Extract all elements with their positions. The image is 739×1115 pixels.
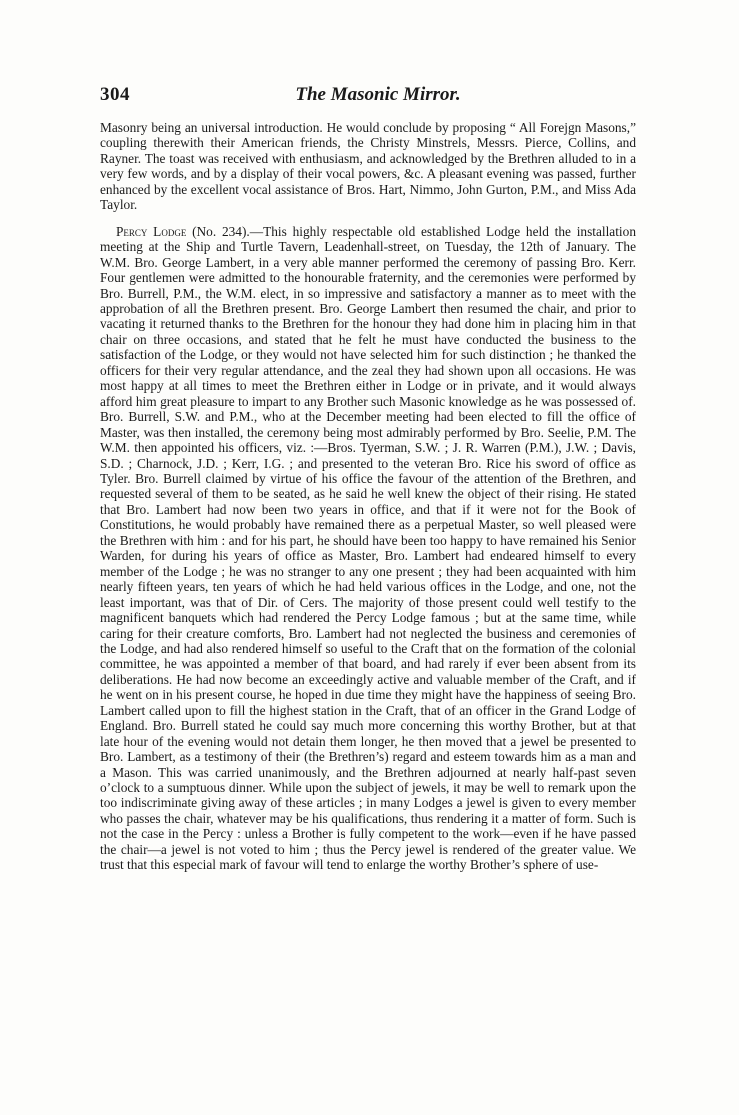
page-number: 304 (100, 84, 130, 105)
running-title: The Masonic Mirror. (295, 84, 461, 105)
article-body (100, 120, 636, 873)
page-header (100, 84, 656, 108)
lodge-heading: Percy Lodge (116, 223, 187, 239)
paragraph-percy-lodge (100, 224, 636, 873)
paragraph-text: (No. 234).—This highly respectable old established Lodge held the installation meeting at the Ship and Turtle Tavern, Leadenhall-street, on Tuesday, the 12th of January. The W.M. Bro. George Lambert, in a very able manner performed the ceremony of passing Bro. Kerr. Four gentlemen were admitted to the honourable fraternity, and the ceremonies were performed by Bro. Burrell, P.M., the W.M. elect, in so impressive and satisfactory a manner as to meet with the approbation of all the Brethren present. Bro. George Lambert then resumed the chair, and prior to vacating it returned thanks to the Brethren for the honour they had done him in placing him in that chair on three occasions, and stated that he felt he must have conducted the business to the satisfaction of the Lodge, or they would not have selected him for such distinction ; he thanked the officers for their very regular attendance, and the zeal they had shown upon all occasions. He was most happy at all times to meet the Brethren either in Lodge or in private, and it would always afford him great pleasure to impart to any Brother such Masonic knowledge as he was possessed of. Bro. Burrell, S.W. and P.M., who at the December meeting had been elected to fill the office of Master, was then installed, the ceremony being most admirably performed by Bro. Seelie, P.M. The W.M. then appointed his officers, viz. :—Bros. Tyerman, S.W. ; J. R. Warren (P.M.), J.W. ; Davis, S.D. ; Charnock, J.D. ; Kerr, I.G. ; and presented to the veteran Bro. Rice his sword of office as Tyler. Bro. Burrell claimed by virtue of his office the favour of the attention of the Brethren, and requested several of them to be seated, as he said he well knew the object of their rising. He stated that Bro. Lambert had now been two years in office, and that if it were not for the Book of Constitutions, he would probably have remained there as a perpetual Master, so well pleased were the Brethren with him : and for his part, he should have been too happy to have remained his Senior Warden, for during his years of office as Master, Bro. Lambert had endeared himself to every member of the Lodge ; he was no stranger to any one present ; they had been acquainted with him nearly fifteen years, ten years of which he had held various offices in the Lodge, and one, not the least important, was that of Dir. of Cers. The majority of those present could well testify to the magnificent banquets which had rendered the Percy Lodge famous ; but at the same time, while caring for their creature comforts, Bro. Lambert had not neglected the business and ceremonies of the Lodge, and had also rendered himself so useful to the Craft that on the formation of the colonial committee, he was appointed a member of that board, and had rarely if ever been absent from its deliberations. He had now become an exceedingly active and valuable member of the Craft, and if he went on in his present course, he hoped in due time they might have the happiness of seeing Bro. Lambert called upon to fill the highest station in the Craft, that of an officer in the Grand Lodge of England. Bro. Burrell stated he could say much more concerning this worthy Brother, but at that late hour of the evening would not detain them longer, he then moved that a jewel be presented to Bro. Lambert, as a testimony of their (the Brethren’s) regard and esteem towards him as a man and a Mason. This was carried unanimously, and the Brethren adjourned at nearly half-past seven o’clock to a sumptuous dinner. While upon the subject of jewels, it may be well to remark upon the too indiscriminate giving away of these articles ; in many Lodges a jewel is given to every member who passes the chair, whatever may be his qualifications, thus rendering it a matter of form. Such is not the case in the Percy : unless a Brother is fully competent to the work—even if he have passed the chair—a jewel is not voted to him ; thus the Percy jewel is rendered of the greater value. We trust that this especial mark of favour will tend to enlarge the worthy Brother’s sphere of use- (100, 223, 636, 873)
paragraph-continued: Masonry being an universal introduction. He would conclude by proposing “ All Forejgn Masons,” coupling therewith their American friends, the Christy Minstrels, Messrs. Pierce, Collins, and Rayner. The toast was received with enthusiasm, and acknowledged by the Brethren alluded to in a very few words, and by a display of their vocal powers, &c. A pleasant evening was passed, further enhanced by the excellent vocal assistance of Bros. Hart, Nimmo, John Gurton, P.M., and Miss Ada Taylor. (100, 120, 636, 213)
